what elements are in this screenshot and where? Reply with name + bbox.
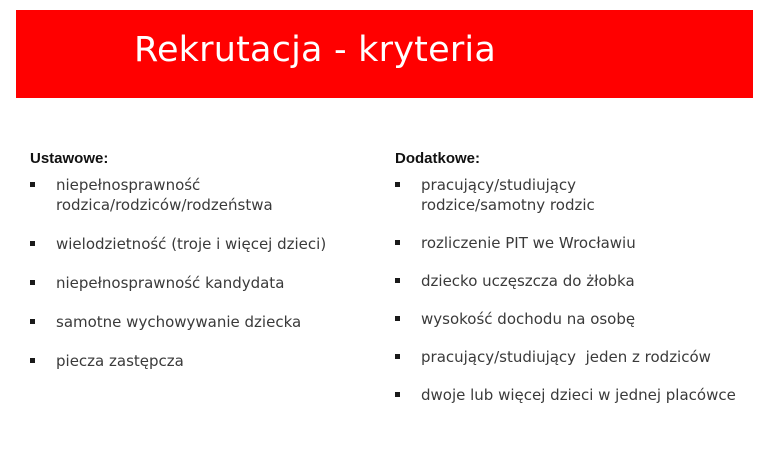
list-item (395, 233, 755, 253)
square-bullet-icon (395, 278, 400, 283)
list-item (395, 309, 755, 329)
additional-criteria-column (395, 150, 755, 423)
list-item (395, 271, 755, 291)
list-item-text: dziecko uczęszcza do żłobka (421, 272, 635, 290)
list-item-text: pracujący/studiujący rodzice/samotny rodzic (421, 176, 595, 214)
title-bar (16, 10, 753, 98)
statutory-criteria-list (30, 175, 385, 371)
list-item-text: dwoje lub więcej dzieci w jednej placówce (421, 386, 736, 404)
list-item (30, 273, 385, 293)
square-bullet-icon (395, 316, 400, 321)
list-item-text: samotne wychowywanie dziecka (56, 313, 302, 331)
square-bullet-icon (395, 182, 400, 187)
statutory-criteria-heading: Ustawowe: (30, 150, 109, 167)
square-bullet-icon (30, 358, 35, 363)
list-item (30, 234, 385, 254)
square-bullet-icon (30, 182, 35, 187)
slide-title: Rekrutacja - kryteria (134, 30, 496, 70)
list-item-text: niepełnosprawność kandydata (56, 274, 285, 292)
list-item-text: piecza zastępcza (56, 352, 184, 370)
additional-criteria-heading: Dodatkowe: (395, 150, 481, 167)
square-bullet-icon (395, 240, 400, 245)
square-bullet-icon (30, 241, 35, 246)
list-item (395, 175, 621, 215)
list-item (30, 312, 385, 332)
square-bullet-icon (395, 392, 400, 397)
square-bullet-icon (395, 354, 400, 359)
list-item-text: wielodzietność (troje i więcej dzieci) (56, 235, 327, 253)
square-bullet-icon (30, 319, 35, 324)
list-item-text: niepełnosprawność rodzica/rodziców/rodzeństwa (56, 176, 273, 214)
list-item (30, 175, 286, 215)
list-item (30, 351, 385, 371)
list-item (395, 347, 721, 367)
list-item (395, 385, 751, 405)
square-bullet-icon (30, 280, 35, 285)
additional-criteria-list (395, 175, 755, 405)
list-item-text: wysokość dochodu na osobę (421, 310, 636, 328)
list-item-text: pracujący/studiujący jeden z rodziców (421, 348, 711, 366)
statutory-criteria-column (30, 150, 385, 390)
list-item-text: rozliczenie PIT we Wrocławiu (421, 234, 636, 252)
